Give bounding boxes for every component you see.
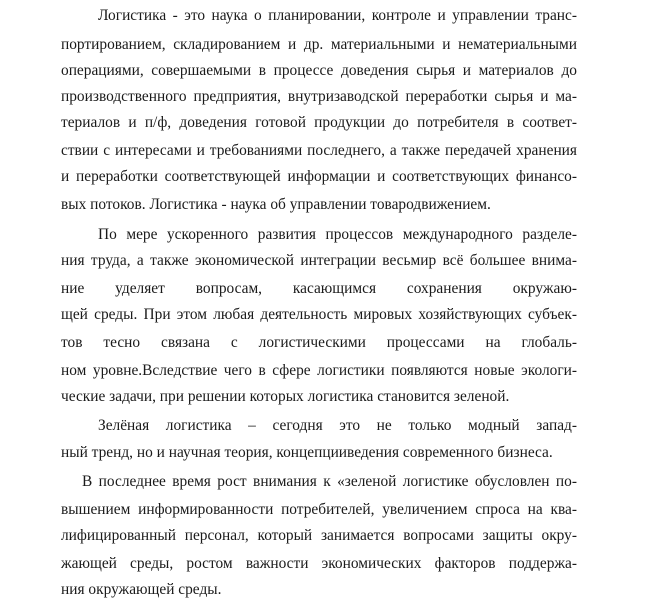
text-line: вышением информированности потребителей, увеличением спроса на ква-: [61, 501, 577, 518]
text-line: В последнее время рост внимания к «зеленой логистике обусловлен по-: [82, 473, 577, 490]
text-line: ном уровне.Вследствие чего в сфере логистики появляются новые экологи-: [61, 362, 577, 379]
text-line: вых потоков. Логистика - наука об управлении товародвижением.: [61, 196, 491, 213]
text-line: ствии с интересами и требованиями последнего, а также передачей хранения: [61, 142, 577, 159]
text-line: производственного предприятия, внутризаводской переработки сырья и ма-: [61, 88, 577, 105]
text-line: ния труда, а также экономической интеграции весьмир всё большее внима-: [61, 252, 577, 269]
text-line: лифицированный персонал, который занимается вопросами защиты окру-: [61, 527, 577, 544]
text-line: ния окружающей среды.: [61, 581, 222, 598]
text-line: щей среды. При этом любая деятельность мировых хозяйствующих субъек-: [61, 306, 577, 323]
text-line: Логистика - это наука о планировании, контроле и управлении транс-: [98, 7, 577, 24]
text-line: портированием, складированием и др. материальными и нематериальными: [61, 36, 577, 53]
text-line: ный тренд, но и научная теория, концепцииведения современного бизнеса.: [61, 444, 553, 461]
text-line: ческие задачи, при решении которых логистика становится зеленой.: [61, 388, 510, 405]
text-line: териалов и п/ф, доведения готовой продукции до потребителя в соответ-: [61, 114, 577, 131]
text-line: операциями, совершаемыми в процессе доведения сырья и материалов до: [61, 62, 577, 79]
text-line: жающей среды, ростом важности экономических факторов поддержа-: [61, 555, 577, 572]
text-line: ние уделяет вопросам, касающимся сохранения окружаю-: [61, 280, 577, 297]
text-line: и переработки соответствующей информации и соответствующих финансо-: [61, 168, 577, 185]
text-line: Зелёная логистика – сегодня это не только модный запад-: [98, 417, 577, 434]
text-line: По мере ускоренного развития процессов международного разделе-: [98, 226, 577, 243]
text-line: тов тесно связана с логистическими процессами на глобаль-: [61, 334, 577, 351]
